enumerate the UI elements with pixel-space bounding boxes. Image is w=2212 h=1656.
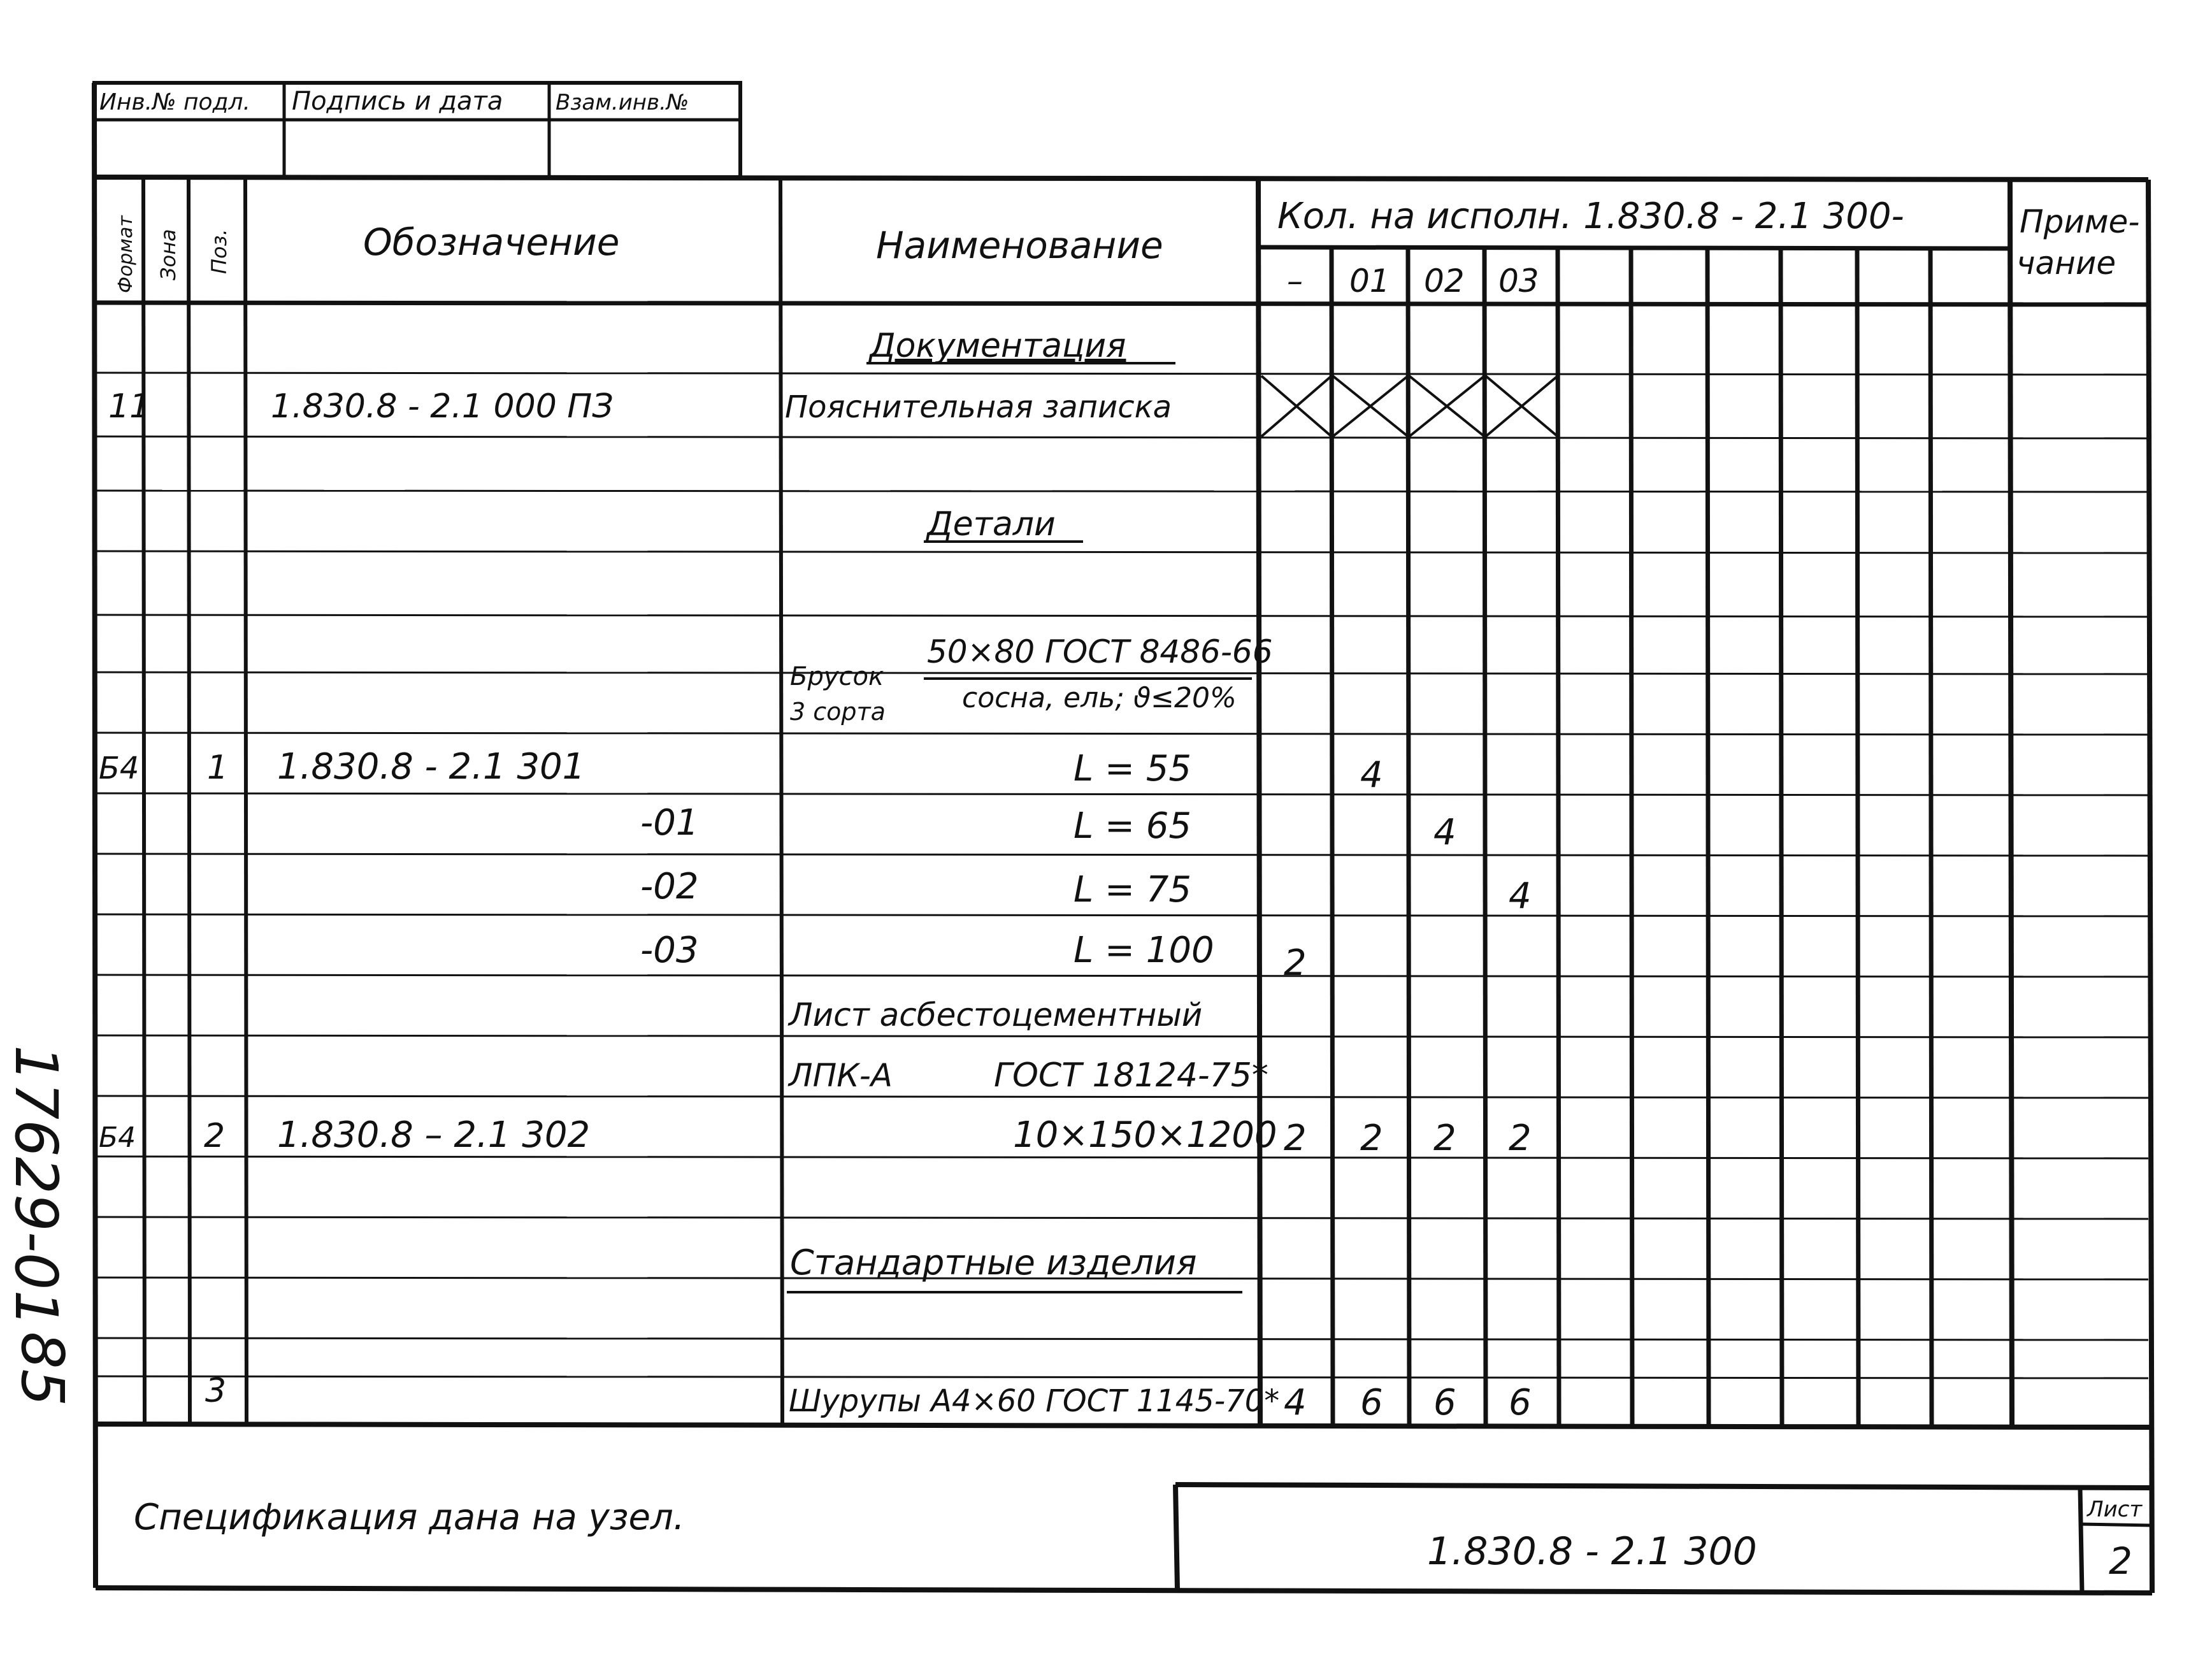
header-variant-02: 02 [1424,263,1465,299]
p1c-name: L = 100 [1074,930,1214,971]
header-zone: Зона [156,229,180,280]
header-variant-base: – [1287,263,1303,299]
bar-word: Брусок [790,662,884,691]
p1b-qty-03: 4 [1509,875,1532,917]
header-variant-03: 03 [1498,263,1539,299]
margin-annotations [2,1045,76,1406]
p1-qty-01: 4 [1360,754,1383,796]
page-number: 85 [8,1332,76,1407]
p2-qty-01: 2 [1360,1118,1383,1159]
header-qty-title: Кол. на исполн. 1.830.8 - 2.1 300- [1277,196,1904,237]
p1-format: Б4 [99,751,140,786]
p2-qty-03: 2 [1509,1118,1532,1159]
archive-number: 17629-01 [2,1045,70,1327]
p3-pos: 3 [205,1372,227,1410]
stamp-sign-date-label: Подпись и дата [292,87,503,116]
spec-table [94,83,2152,1593]
footer [134,1485,2152,1593]
row-pz-designation: 1.830.8 - 2.1 000 ПЗ [271,387,614,426]
column-lines [143,180,2012,1426]
bar-spec-top: 50×80 ГОСТ 8486-66 [927,633,1273,670]
row-pz-name: Пояснительная записка [785,389,1172,425]
p1-name: L = 55 [1074,748,1191,789]
p2-format: Б4 [99,1121,136,1154]
header-note-2: чание [2016,245,2116,282]
footer-note: Спецификация дана на узел. [134,1497,685,1538]
row-pz-format: 11 [108,387,151,426]
p2-qty-02: 2 [1433,1118,1456,1159]
sheet-type: ЛПК-А [789,1057,893,1094]
p3-qty-01: 6 [1360,1382,1383,1423]
header-name: Наименование [876,224,1163,267]
p1c-designation: -03 [640,930,699,971]
footer-sheet-no: 2 [2109,1539,2132,1583]
header-variant-01: 01 [1349,263,1390,299]
p2-designation: 1.830.8 – 2.1 302 [277,1114,591,1156]
p3-name: Шурупы А4×60 ГОСТ 1145-70* [789,1383,1280,1419]
p2-pos: 2 [204,1117,226,1155]
p1b-name: L = 75 [1074,869,1191,911]
sheet-name: Лист асбестоцементный [789,997,1203,1033]
p1a-designation: -01 [640,802,699,844]
p1c-qty-base: 2 [1284,942,1307,984]
stamp-box [94,83,740,177]
header-pos: Поз. [207,229,231,274]
bar-grade: 3 сорта [790,698,886,726]
header-note-1: Приме- [2020,203,2140,240]
p1a-name: L = 65 [1074,805,1191,847]
p1-designation: 1.830.8 - 2.1 301 [277,746,585,788]
section-documentation: Документация [870,327,1126,365]
p1-pos: 1 [207,749,229,787]
stamp-inv-no-label: Инв.№ подл. [99,89,250,115]
p2-name: 10×150×1200 [1013,1114,1277,1156]
stamp-replace-inv-label: Взам.инв.№ [556,90,689,115]
p3-qty-base: 4 [1284,1382,1307,1423]
p3-qty-03: 6 [1509,1382,1532,1423]
p2-qty-base: 2 [1284,1118,1307,1159]
p1a-qty-02: 4 [1433,812,1456,853]
p3-qty-02: 6 [1433,1382,1456,1423]
header-format: Формат [115,215,137,293]
footer-doc-code: 1.830.8 - 2.1 300 [1427,1529,1757,1574]
header-designation: Обозначение [363,220,620,264]
section-details: Детали [927,505,1056,544]
p1b-designation: -02 [640,866,699,907]
sheet-gost: ГОСТ 18124-75* [994,1056,1268,1095]
footer-sheet-label: Лист [2087,1497,2143,1522]
section-standard: Стандартные изделия [790,1242,1197,1283]
bar-spec-bottom: сосна, ель; ϑ≤20% [962,682,1237,714]
